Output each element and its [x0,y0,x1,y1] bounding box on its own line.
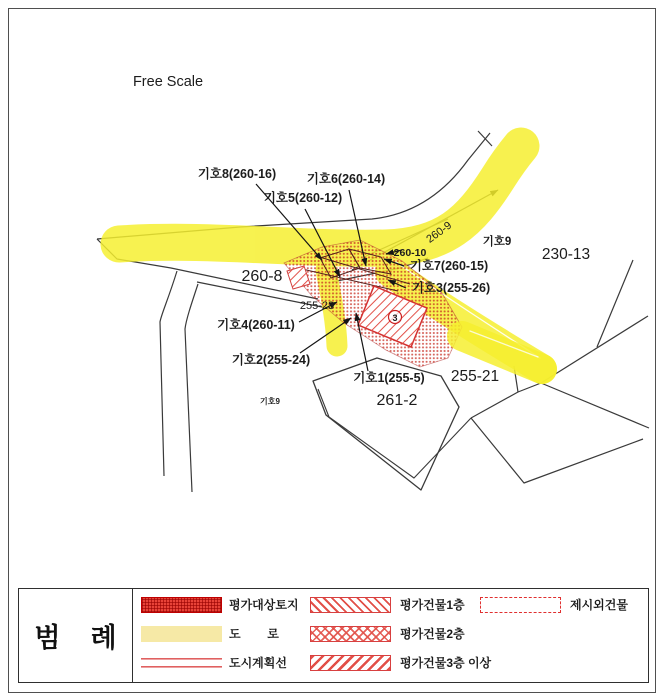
map-label-p260-10: 260-10 [393,247,427,259]
map-label-giho5: 기호5(260-12) [263,191,343,205]
map-label-giho8: 기호8(260-16) [197,167,277,181]
map-label-giho9-lower: 기호9 [260,397,280,406]
map-label-p255-21: 255-21 [450,368,500,385]
map-label-p260-8: 260-8 [241,268,283,285]
legend-label-building-2f: 평가건물2층 [400,627,465,641]
map-label-giho7: 기호7(260-15) [409,259,489,273]
legend-label-city-plan-line: 도시계획선 [229,656,287,670]
road-over-zone [462,331,542,369]
map-label-giho2: 기호2(255-24) [231,353,311,367]
legend-box [18,588,649,683]
map-label-giho3: 기호3(255-26) [411,281,491,295]
legend-swatch-target-land-icon [141,597,222,613]
legend-label-building-3f: 평가건물3층 이상 [400,656,492,670]
map-label-p255-23: 255-23 [299,300,335,312]
legend-swatch-city-plan-line-icon [141,655,222,671]
legend-label-building-1f: 평가건물1층 [400,598,465,612]
map-label-giho6: 기호6(260-14) [306,172,386,186]
map-label-giho9-upper: 기호9 [482,236,512,248]
map-label-p261-2: 261-2 [376,392,418,409]
legend-label-road: 도 로 [229,627,279,641]
legend-swatch-building-3f-icon [310,655,391,671]
map-label-building-no: 3 [392,313,398,323]
map-label-p260-9: 260-9 [424,219,455,246]
map-label-giho1: 기호1(255-5) [353,371,425,385]
map-label-free-scale: Free Scale [132,74,204,90]
map-label-giho4: 기호4(260-11) [217,318,295,332]
legend-swatch-road-icon [141,626,222,642]
legend-swatch-building-1f-icon [310,597,391,613]
legend-swatch-extra-building-icon [480,597,561,613]
legend-label-target-land: 평가대상토지 [229,598,299,612]
legend-label-extra-building: 제시외건물 [570,598,628,612]
legend-heading: 범 례 [19,589,133,682]
legend-swatch-building-2f-icon [310,626,391,642]
map-label-p230-13: 230-13 [541,246,591,263]
